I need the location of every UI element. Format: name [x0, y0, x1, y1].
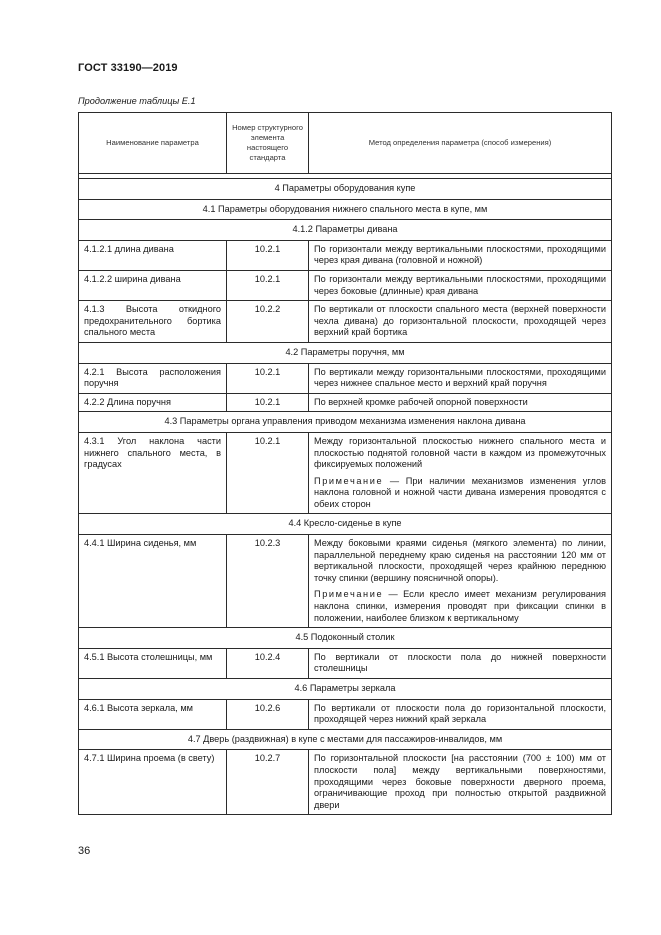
- column-header-ref: Номер структурного элемента настоящего стандарта: [227, 113, 309, 174]
- table-row: [79, 750, 612, 815]
- note-text: — При наличии механизмов изменения углов наклона головной и ножной части дивана измерения проводятся с обеих сторон: [314, 475, 606, 509]
- method-text: По вертикали между горизонтальными плоскостями, проходящими через нижнее спальное место и верхний край поручня: [314, 366, 606, 389]
- parameter-name: 4.4.1 Ширина сиденья, мм: [79, 535, 227, 628]
- section-row: [79, 679, 612, 700]
- parameter-name: 4.1.2.2 ширина дивана: [79, 270, 227, 300]
- method-text: Между боковыми краями сиденья (мягкого элемента) по линии, параллельной переднему краю сиденья на расстоянии 120 мм от вертикальной плоскости, проходящей через крайнюю переднюю точку спинки (вершину поясничной опоры).: [314, 538, 606, 583]
- table-row: [79, 270, 612, 300]
- table-row: [79, 363, 612, 393]
- document-title: ГОСТ 33190—2019: [78, 62, 178, 74]
- structural-element-ref: 10.2.7: [227, 750, 309, 815]
- measurement-method: [309, 240, 612, 270]
- section-row: [79, 514, 612, 535]
- page-number: 36: [78, 845, 91, 857]
- structural-element-ref: 10.2.3: [227, 535, 309, 628]
- parameter-name: 4.7.1 Ширина проема (в свету): [79, 750, 227, 815]
- section-title: 4.3 Параметры органа управления приводом механизма изменения наклона дивана: [79, 412, 612, 433]
- column-header-method: Метод определения параметра (способ измерения): [309, 113, 612, 174]
- structural-element-ref: 10.2.6: [227, 699, 309, 729]
- measurement-method: [309, 699, 612, 729]
- section-row: [79, 220, 612, 241]
- parameter-name: 4.6.1 Высота зеркала, мм: [79, 699, 227, 729]
- method-text: По горизонтали между вертикальными плоскостями, проходящими через края дивана (головной и ножной): [314, 243, 606, 266]
- section-row: [79, 412, 612, 433]
- structural-element-ref: 10.2.1: [227, 270, 309, 300]
- note-label: Примечание: [314, 589, 384, 600]
- structural-element-ref: 10.2.1: [227, 393, 309, 412]
- method-text: По верхней кромке рабочей опорной поверхности: [314, 396, 528, 407]
- parameter-name: 4.2.2 Длина поручня: [79, 393, 227, 412]
- table-body: [79, 174, 612, 815]
- table-row: [79, 432, 612, 514]
- note-label: Примечание: [314, 475, 384, 486]
- parameter-name: 4.1.3 Высота откидного предохранительного бортика спального места: [79, 301, 227, 343]
- measurement-method: [309, 535, 612, 628]
- table-row: [79, 535, 612, 628]
- section-title: 4.1.2 Параметры дивана: [79, 220, 612, 241]
- parameter-name: 4.3.1 Угол наклона части нижнего спального места, в градусах: [79, 432, 227, 514]
- section-row: [79, 199, 612, 220]
- table-row: [79, 301, 612, 343]
- parameter-name: 4.5.1 Высота столешницы, мм: [79, 648, 227, 678]
- section-title: 4.1 Параметры оборудования нижнего спального места в купе, мм: [79, 199, 612, 220]
- section-title: 4.6 Параметры зеркала: [79, 679, 612, 700]
- note-text: — Если кресло имеет механизм регулирования наклона спинки, измерения проводят при фиксации спинки в положении, наиболее близком к вертикальному: [314, 589, 606, 623]
- section-title: 4 Параметры оборудования купе: [79, 179, 612, 200]
- structural-element-ref: 10.2.1: [227, 363, 309, 393]
- method-text: По горизонтали между вертикальными плоскостями, проходящими через боковые (длинные) края дивана: [314, 273, 606, 296]
- method-note: [314, 589, 606, 624]
- measurement-method: [309, 750, 612, 815]
- parameters-table: [78, 112, 612, 815]
- method-text: По вертикали от плоскости пола до горизонтальной плоскости, проходящей через нижний край зеркала: [314, 702, 606, 725]
- table-header-row: [79, 113, 612, 174]
- section-row: [79, 179, 612, 200]
- measurement-method: [309, 270, 612, 300]
- structural-element-ref: 10.2.4: [227, 648, 309, 678]
- measurement-method: [309, 393, 612, 412]
- table-row: [79, 393, 612, 412]
- method-text: По горизонтальной плоскости [на расстоянии (700 ± 100) мм от плоскости пола] между вертикальными поверхностями, проходящими через боковые поверхности дверного проема, ограничивающие проход при полностью открытой раздвижной двери: [314, 753, 606, 810]
- table-row: [79, 240, 612, 270]
- column-header-name: Наименование параметра: [79, 113, 227, 174]
- section-title: 4.5 Подоконный столик: [79, 628, 612, 649]
- section-row: [79, 729, 612, 750]
- table-row: [79, 699, 612, 729]
- section-row: [79, 342, 612, 363]
- table-row: [79, 648, 612, 678]
- table-caption: Продолжение таблицы Е.1: [78, 96, 196, 106]
- measurement-method: [309, 301, 612, 343]
- method-text: Между горизонтальной плоскостью нижнего спального места и плоскостью поднятой головной части в каждом из промежуточных фиксируемых положений: [314, 435, 606, 470]
- measurement-method: [309, 432, 612, 514]
- structural-element-ref: 10.2.2: [227, 301, 309, 343]
- parameter-name: 4.1.2.1 длина дивана: [79, 240, 227, 270]
- section-row: [79, 628, 612, 649]
- measurement-method: [309, 363, 612, 393]
- structural-element-ref: 10.2.1: [227, 432, 309, 514]
- section-title: 4.4 Кресло-сиденье в купе: [79, 514, 612, 535]
- section-title: 4.2 Параметры поручня, мм: [79, 342, 612, 363]
- parameter-name: 4.2.1 Высота расположения поручня: [79, 363, 227, 393]
- structural-element-ref: 10.2.1: [227, 240, 309, 270]
- measurement-method: [309, 648, 612, 678]
- method-note: [314, 476, 606, 511]
- method-text: По вертикали от плоскости пола до нижней поверхности столешницы: [314, 651, 606, 674]
- method-text: По вертикали от плоскости спального места (верхней поверхности чехла дивана) до горизонтальной плоскости, проходящей через верхний край бортика: [314, 304, 606, 338]
- section-title: 4.7 Дверь (раздвижная) в купе с местами для пассажиров-инвалидов, мм: [79, 729, 612, 750]
